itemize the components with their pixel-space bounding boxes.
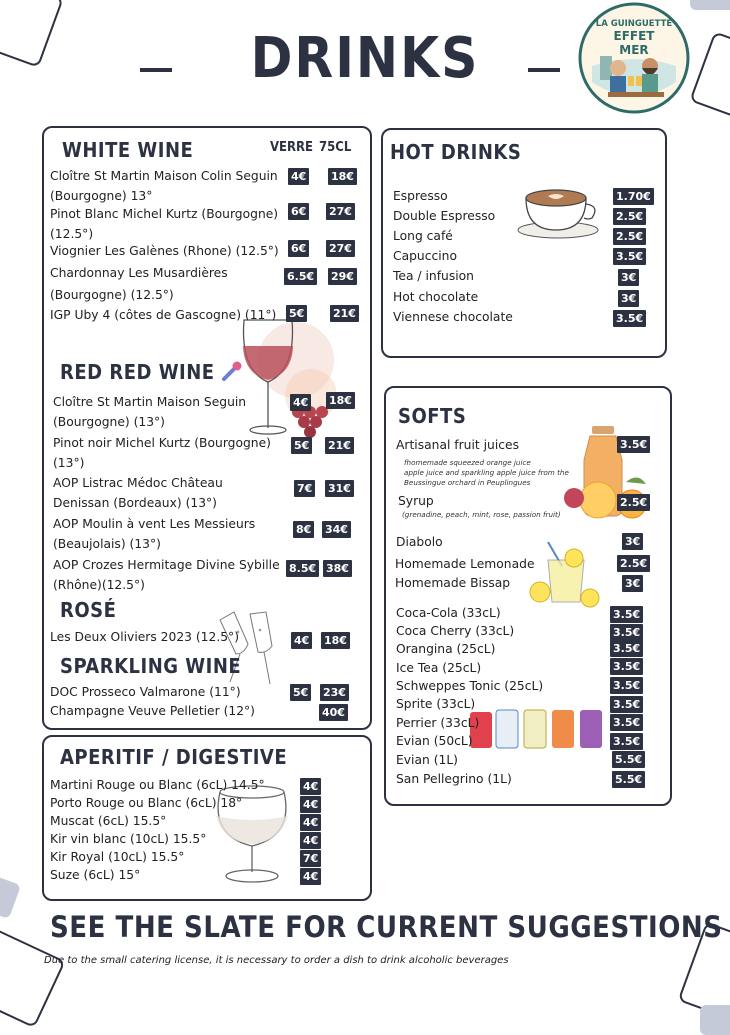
price-badge: 7€ xyxy=(300,850,321,867)
svg-text:MER: MER xyxy=(619,43,649,57)
price-badge: 3.5€ xyxy=(613,310,646,327)
menu-item-name: Evian (1L) xyxy=(396,753,458,767)
price-badge: 3.5€ xyxy=(610,606,643,623)
price-badge: 1.70€ xyxy=(613,188,654,205)
svg-text:LA GUINGUETTE: LA GUINGUETTE xyxy=(595,19,673,29)
glass-price-badge: 6€ xyxy=(288,240,309,257)
price-badge: 2.5€ xyxy=(617,494,650,511)
soda-cans-illustration xyxy=(468,706,606,754)
bottle-price-badge: 18€ xyxy=(321,632,350,649)
price-badge: 2.5€ xyxy=(613,228,646,245)
menu-item-name: Kir vin blanc (10cL) 15.5° xyxy=(50,832,207,846)
menu-item-name: Long café xyxy=(393,229,453,243)
menu-item-name: Les Deux Oliviers 2023 (12.5°) xyxy=(50,630,239,644)
glass-price-badge: 7€ xyxy=(294,480,315,497)
white-wine-heading: WHITE WINE xyxy=(62,138,194,162)
menu-item-name: IGP Uby 4 (côtes de Gascogne) (11°) xyxy=(50,308,277,322)
menu-item-name: Suze (6cL) 15° xyxy=(50,868,141,882)
bottle-price-badge: 18€ xyxy=(326,392,355,409)
menu-item-name: Diabolo xyxy=(396,535,443,549)
price-badge: 5.5€ xyxy=(612,771,645,788)
bottle-price-badge: 38€ xyxy=(323,560,352,577)
lemonade-glass-illustration xyxy=(528,540,604,612)
coffee-cup-illustration xyxy=(514,176,604,246)
bottle-column-header: 75CL xyxy=(319,140,352,155)
corner-tile-decoration xyxy=(690,0,730,10)
menu-item-name: Chardonnay Les Musardières (Bourgogne) (12.5°) xyxy=(50,266,228,302)
rose-heading: ROSÉ xyxy=(60,598,117,622)
menu-item-name: Muscat (6cL) 15.5° xyxy=(50,814,167,828)
menu-item-name: Martini Rouge ou Blanc (6cL) 14.5° xyxy=(50,778,265,792)
menu-item-name: Syrup xyxy=(398,494,434,508)
red-wine-heading: RED RED WINE xyxy=(60,360,243,386)
menu-item-name: Evian (50cL) xyxy=(396,734,473,748)
price-badge: 3.5€ xyxy=(610,677,643,694)
menu-item-name: Coca Cherry (33cL) xyxy=(396,624,515,638)
menu-item-name: Hot chocolate xyxy=(393,290,479,304)
glass-price-badge: 4€ xyxy=(288,168,309,185)
menu-item-name: Capuccino xyxy=(393,249,457,263)
price-badge: 4€ xyxy=(300,814,321,831)
price-badge: 3.5€ xyxy=(610,658,643,675)
menu-item-name: AOP Moulin à vent Les Messieurs (Beaujolais) (13°) xyxy=(53,517,256,551)
softs-heading: SOFTS xyxy=(398,404,467,428)
menu-item-name: Tea / infusion xyxy=(393,269,474,283)
bottle-price-badge: 29€ xyxy=(328,268,357,285)
menu-item-name: Schweppes Tonic (25cL) xyxy=(396,679,544,693)
glass-price-badge: 5€ xyxy=(286,305,307,322)
price-badge: 3€ xyxy=(618,290,639,307)
microphone-icon xyxy=(221,361,243,386)
price-badge: 2.5€ xyxy=(617,555,650,572)
menu-item-name: DOC Prosseco Valmarone (11°) xyxy=(50,685,241,699)
price-badge: 3.5€ xyxy=(610,714,643,731)
bottle-price-badge: 34€ xyxy=(322,521,351,538)
bottle-price-badge: 23€ xyxy=(320,684,349,701)
menu-item-name: Pinot noir Michel Kurtz (Bourgogne) (13°) xyxy=(53,436,271,470)
price-badge: 4€ xyxy=(300,796,321,813)
menu-item-name: Pinot Blanc Michel Kurtz (Bourgogne) (12.5°) xyxy=(50,207,279,241)
svg-text:EFFET: EFFET xyxy=(613,29,655,43)
glass-price-badge: 5€ xyxy=(290,684,311,701)
bottle-price-badge: 40€ xyxy=(319,704,348,721)
menu-item-name: Coca-Cola (33cL) xyxy=(396,606,501,620)
bottle-price-badge: 18€ xyxy=(328,168,357,185)
price-badge: 4€ xyxy=(300,778,321,795)
price-badge: 3.5€ xyxy=(610,640,643,657)
glass-price-badge: 5€ xyxy=(291,437,312,454)
price-badge: 3.5€ xyxy=(617,436,650,453)
menu-item-name: Cloître St Martin Maison Colin Seguin (Bourgogne) 13° xyxy=(50,169,278,203)
price-badge: 4€ xyxy=(300,868,321,885)
juice-note: fhomemade squeezed orange juice apple juice and sparkling apple juice from the Beussingue orchard in Peuplingues xyxy=(404,458,569,487)
menu-item-name: AOP Crozes Hermitage Divine Sybille (Rhône)(12.5°) xyxy=(53,558,280,592)
menu-item-name: San Pellegrino (1L) xyxy=(396,772,512,786)
glass-price-badge: 6.5€ xyxy=(284,268,317,285)
menu-item-name: Homemade Lemonade xyxy=(395,557,535,571)
menu-item-name: Ice Tea (25cL) xyxy=(396,661,482,675)
menu-item-name: AOP Listrac Médoc Château Denissan (Bordeaux) (13°) xyxy=(53,476,223,510)
hot-drinks-heading: HOT DRINKS xyxy=(390,140,522,164)
glass-column-header: VERRE xyxy=(270,140,314,155)
price-badge: 3€ xyxy=(622,533,643,550)
sparkling-wine-heading: SPARKLING WINE xyxy=(60,654,242,678)
menu-item-name: Double Espresso xyxy=(393,209,496,223)
price-badge: 3.5€ xyxy=(613,248,646,265)
price-badge: 3.5€ xyxy=(610,624,643,641)
slate-suggestions-title: SEE THE SLATE FOR CURRENT SUGGESTIONS xyxy=(50,910,723,944)
menu-item-name: Porto Rouge ou Blanc (6cL) 18° xyxy=(50,796,243,810)
glass-price-badge: 8.5€ xyxy=(286,560,319,577)
bottle-price-badge: 27€ xyxy=(326,203,355,220)
price-badge: 4€ xyxy=(300,832,321,849)
menu-item-name: Kir Royal (10cL) 15.5° xyxy=(50,850,185,864)
menu-item-name: Perrier (33cL) xyxy=(396,716,480,730)
glass-price-badge: 8€ xyxy=(293,521,314,538)
bottle-price-badge: 27€ xyxy=(326,240,355,257)
menu-item-name: Espresso xyxy=(393,189,448,203)
glass-price-badge: 4€ xyxy=(290,394,311,411)
menu-item-name: Artisanal fruit juices xyxy=(396,438,519,452)
aperitif-heading: APERITIF / DIGESTIVE xyxy=(60,745,288,769)
bottle-price-badge: 31€ xyxy=(325,480,354,497)
menu-item-name: Viennese chocolate xyxy=(393,310,513,324)
price-badge: 3.5€ xyxy=(610,733,643,750)
corner-tile-decoration xyxy=(0,873,21,919)
license-note: Due to the small catering license, it is necessary to order a dish to drink alcoholic beverages xyxy=(44,955,509,966)
menu-item-name: Sprite (33cL) xyxy=(396,697,476,711)
guinguette-logo xyxy=(578,2,690,114)
menu-item-name: Cloître St Martin Maison Seguin (Bourgogne) (13°) xyxy=(53,395,247,429)
price-badge: 3.5€ xyxy=(610,696,643,713)
page-title: DRINKS xyxy=(250,26,480,91)
price-badge: 2.5€ xyxy=(613,208,646,225)
menu-item-name: Champagne Veuve Pelletier (12°) xyxy=(50,704,255,718)
corner-tile-decoration xyxy=(700,1005,730,1035)
glass-price-badge: 4€ xyxy=(291,632,312,649)
price-badge: 3€ xyxy=(622,575,643,592)
title-dash-right xyxy=(528,68,560,72)
menu-item-name: Homemade Bissap xyxy=(395,576,511,590)
bottle-price-badge: 21€ xyxy=(330,305,359,322)
bottle-price-badge: 21€ xyxy=(325,437,354,454)
syrup-note: (grenadine, peach, mint, rose, passion fruit) xyxy=(402,510,561,519)
menu-item-name: Viognier Les Galènes (Rhone) (12.5°) xyxy=(50,244,279,258)
price-badge: 5.5€ xyxy=(612,751,645,768)
glass-price-badge: 6€ xyxy=(288,203,309,220)
price-badge: 3€ xyxy=(618,269,639,286)
menu-item-name: Orangina (25cL) xyxy=(396,642,496,656)
